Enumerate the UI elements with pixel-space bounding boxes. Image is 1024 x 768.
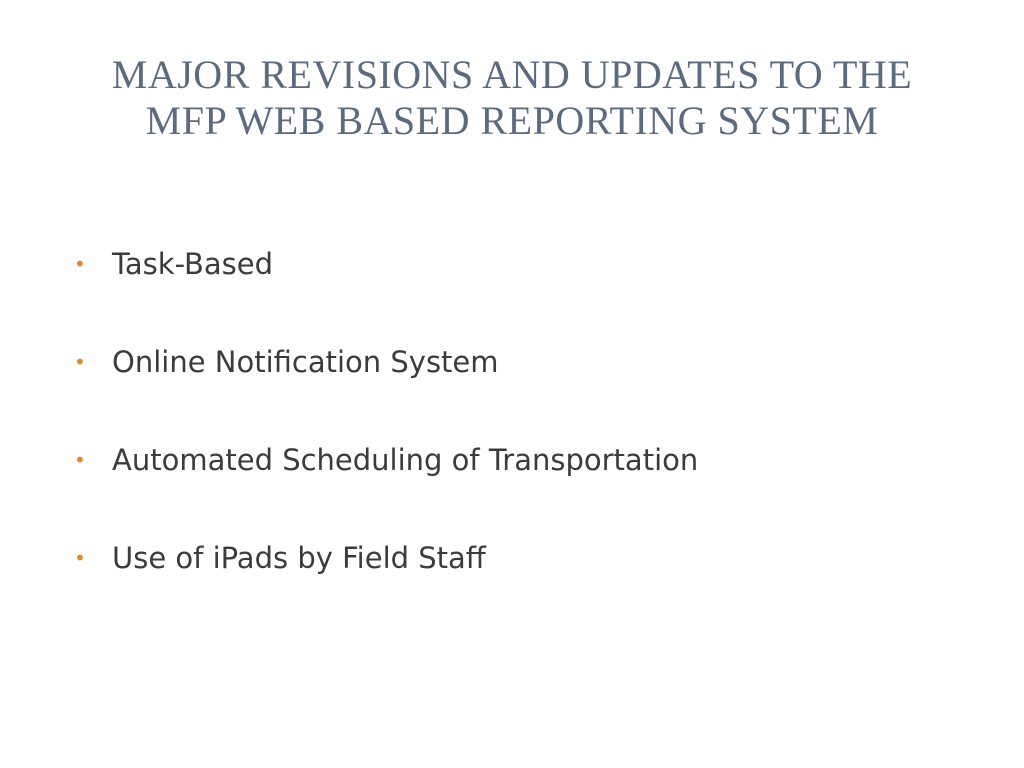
bullet-text: Automated Scheduling of Transportation <box>112 443 699 477</box>
slide-title <box>40 52 984 144</box>
bullet-list <box>74 244 954 636</box>
bullet-text: Task-Based <box>112 247 274 281</box>
bullet-text: Use of iPads by Field Staff <box>112 541 486 575</box>
bullet-marker-icon: • <box>74 252 86 276</box>
slide-title-line-1: MAJOR REVISIONS AND UPDATES TO THE <box>111 52 913 97</box>
bullet-marker-icon: • <box>74 350 86 374</box>
bullet-item <box>74 244 954 342</box>
bullet-item <box>74 538 954 636</box>
bullet-marker-icon: • <box>74 546 86 570</box>
bullet-item <box>74 440 954 538</box>
bullet-text: Online Notification System <box>112 345 499 379</box>
bullet-marker-icon: • <box>74 448 86 472</box>
slide-title-line-2: MFP WEB BASED REPORTING SYSTEM <box>145 98 879 143</box>
bullet-item <box>74 342 954 440</box>
